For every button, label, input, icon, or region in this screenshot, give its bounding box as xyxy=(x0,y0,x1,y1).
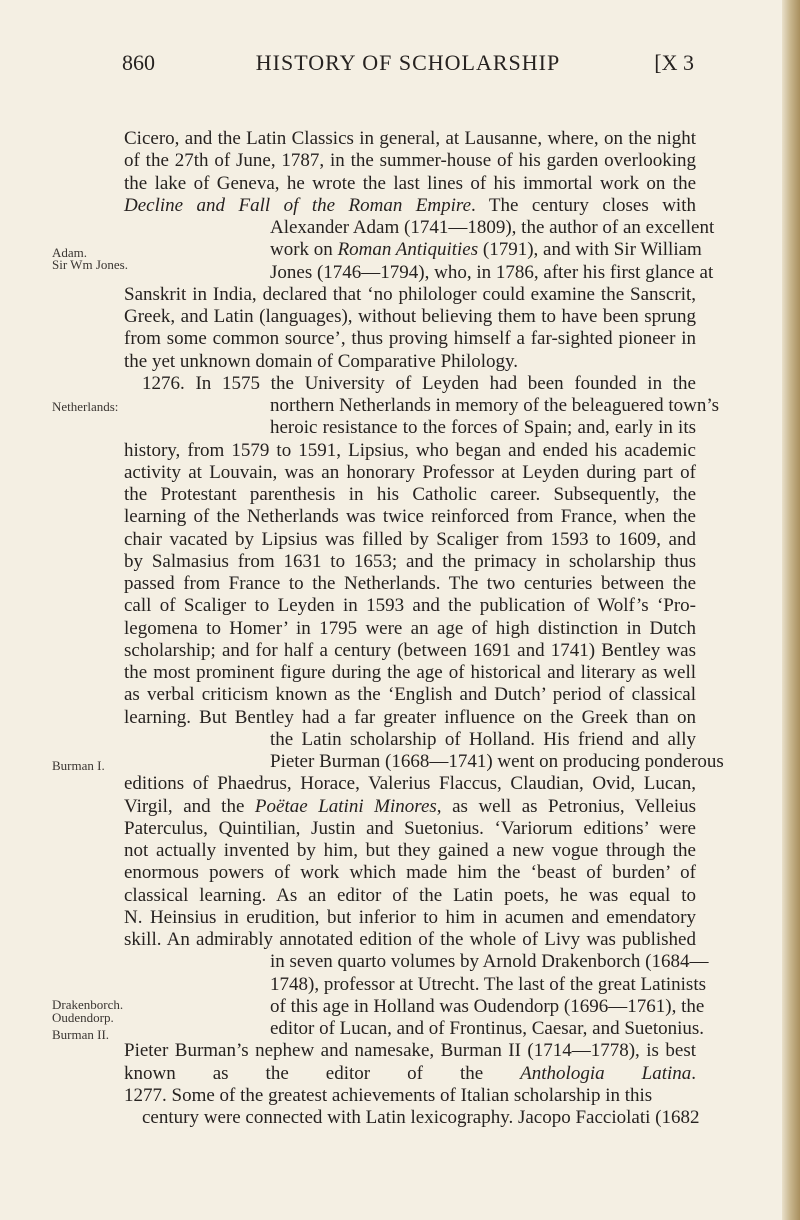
text-line: the Latin scholarship of Holland. His friend and ally xyxy=(270,728,696,750)
page-number: 860 xyxy=(122,50,155,75)
text-run: work on xyxy=(270,239,338,261)
text-line xyxy=(124,1063,696,1085)
text-line: the most prominent figure during the age of historical and literary as well xyxy=(124,662,696,683)
text-line: call of Scaliger to Leyden in 1593 and the publication of Wolf’s ‘Pro- xyxy=(124,595,696,617)
text-line: N. Heinsius in erudition, but inferior to him in acumen and emendatory xyxy=(124,906,696,928)
text-line xyxy=(124,239,702,261)
margin-note-drakenborch: Drakenborch. xyxy=(52,997,124,1012)
text-run: . xyxy=(691,1062,696,1084)
text-line: legomena to Homer’ in 1795 were an age of high distinction in Dutch xyxy=(124,617,696,639)
body-text xyxy=(124,128,724,1129)
text-line: scholarship; and for half a century (between 1691 and 1741) Bentley was xyxy=(124,639,696,661)
text-line: of this age in Holland was Oudendorp (1696—1761), the xyxy=(270,995,705,1017)
text-run: Virgil, and the xyxy=(124,795,255,817)
text-line: century were connected with Latin lexicography. Jacopo Facciolati (1682 xyxy=(142,1107,700,1128)
text-line: passed from France to the Netherlands. The two centuries between the xyxy=(124,573,696,594)
margin-note-burman-2: Burman II. xyxy=(52,1027,110,1042)
margin-note-burman-1: Burman I. xyxy=(52,758,105,773)
text-line: history, from 1579 to 1591, Lipsius, who began and ended his academic xyxy=(124,439,696,461)
text-run: known as the editor of the xyxy=(124,1062,521,1084)
text-line: Jones (1746—1794), who, in 1786, after his first glance at xyxy=(270,261,714,283)
text-line: 1276. In 1575 the University of Leyden had been founded in the xyxy=(142,372,696,394)
text-run: , as well as Petronius, Velleius xyxy=(436,795,696,817)
page-edge xyxy=(782,0,800,1220)
text-line: activity at Louvain, was an honorary Professor at Leyden during part of xyxy=(124,461,696,483)
text-line: not actually invented by him, but they gained a new vogue through the xyxy=(124,840,696,861)
text-run: (1791), and with Sir William xyxy=(478,239,702,261)
text-line: by Salmasius from 1631 to 1653; and the primacy in scholarship thus xyxy=(124,550,696,572)
text-line: skill. An admirably annotated edition of the whole of Livy was published xyxy=(124,929,696,950)
text-line: Pieter Burman (1668—1741) went on producing ponderous xyxy=(270,751,724,772)
text-line: as verbal criticism known as the ‘English and Dutch’ period of classical xyxy=(124,684,696,706)
text-line: the yet unknown domain of Comparative Philology. xyxy=(124,350,519,372)
margin-note-netherlands: Netherlands: xyxy=(52,399,119,414)
italic-title: Anthologia Latina xyxy=(520,1062,692,1084)
running-title: HISTORY OF SCHOLARSHIP xyxy=(255,50,561,75)
text-line: classical learning. As an editor of the Latin poets, he was equal to xyxy=(124,884,696,906)
text-line: editions of Phaedrus, Horace, Valerius Flaccus, Claudian, Ovid, Lucan, xyxy=(124,773,696,795)
text-line: northern Netherlands in memory of the beleaguered town’s xyxy=(270,395,719,416)
text-line: chair vacated by Lipsius was filled by Scaliger from 1593 to 1609, and xyxy=(124,528,696,550)
text-line: the lake of Geneva, he wrote the last lines of his immortal work on the xyxy=(124,172,696,194)
text-run: . The century closes with xyxy=(471,194,696,216)
text-line: learning of the Netherlands was twice reinforced from France, when the xyxy=(124,506,696,528)
text-line: in seven quarto volumes by Arnold Drakenborch (1684— xyxy=(270,951,709,973)
section-mark: [X 3 xyxy=(654,50,694,75)
text-line: editor of Lucan, and of Frontinus, Caesar, and Suetonius. xyxy=(270,1018,705,1039)
text-line: Sanskrit in India, declared that ‘no philologer could examine the Sanscrit, xyxy=(124,283,696,305)
text-line xyxy=(124,195,696,217)
margin-note-sir-wm-jones: Sir Wm Jones. xyxy=(52,257,128,272)
italic-title: Decline and Fall of the Roman Empire xyxy=(124,194,472,216)
italic-title: Poëtae Latini Minores xyxy=(254,795,437,817)
margin-note-adam: Adam. xyxy=(52,245,88,260)
text-line: Paterculus, Quintilian, Justin and Suetonius. ‘Variorum editions’ were xyxy=(124,817,696,839)
text-line xyxy=(124,796,696,818)
text-line: Alexander Adam (1741—1809), the author of an excellent xyxy=(270,217,715,238)
text-line: 1277. Some of the greatest achievements of Italian scholarship in this xyxy=(124,1084,653,1106)
text-line: of the 27th of June, 1787, in the summer-house of his garden overlooking xyxy=(124,150,696,172)
text-line: Greek, and Latin (languages), without believing them to have been sprung xyxy=(124,306,696,327)
text-line: heroic resistance to the forces of Spain; and, early in its xyxy=(270,417,696,439)
text-line: from some common source’, thus proving himself a far-sighted pioneer in xyxy=(124,328,696,350)
text-line: learning. But Bentley had a far greater influence on the Greek than on xyxy=(124,706,696,728)
running-head xyxy=(122,50,694,80)
text-line: the Protestant parenthesis in his Catholic career. Subsequently, the xyxy=(124,484,696,505)
text-line: enormous powers of work which made him the ‘beast of burden’ of xyxy=(124,862,696,884)
text-line: Pieter Burman’s nephew and namesake, Burman II (1714—1778), is best xyxy=(124,1040,696,1062)
text-line: Cicero, and the Latin Classics in general, at Lausanne, where, on the night xyxy=(124,128,696,149)
margin-note-oudendorp: Oudendorp. xyxy=(52,1010,114,1025)
italic-title: Roman Antiquities xyxy=(337,239,479,261)
text-line: 1748), professor at Utrecht. The last of the great Latinists xyxy=(270,973,706,995)
